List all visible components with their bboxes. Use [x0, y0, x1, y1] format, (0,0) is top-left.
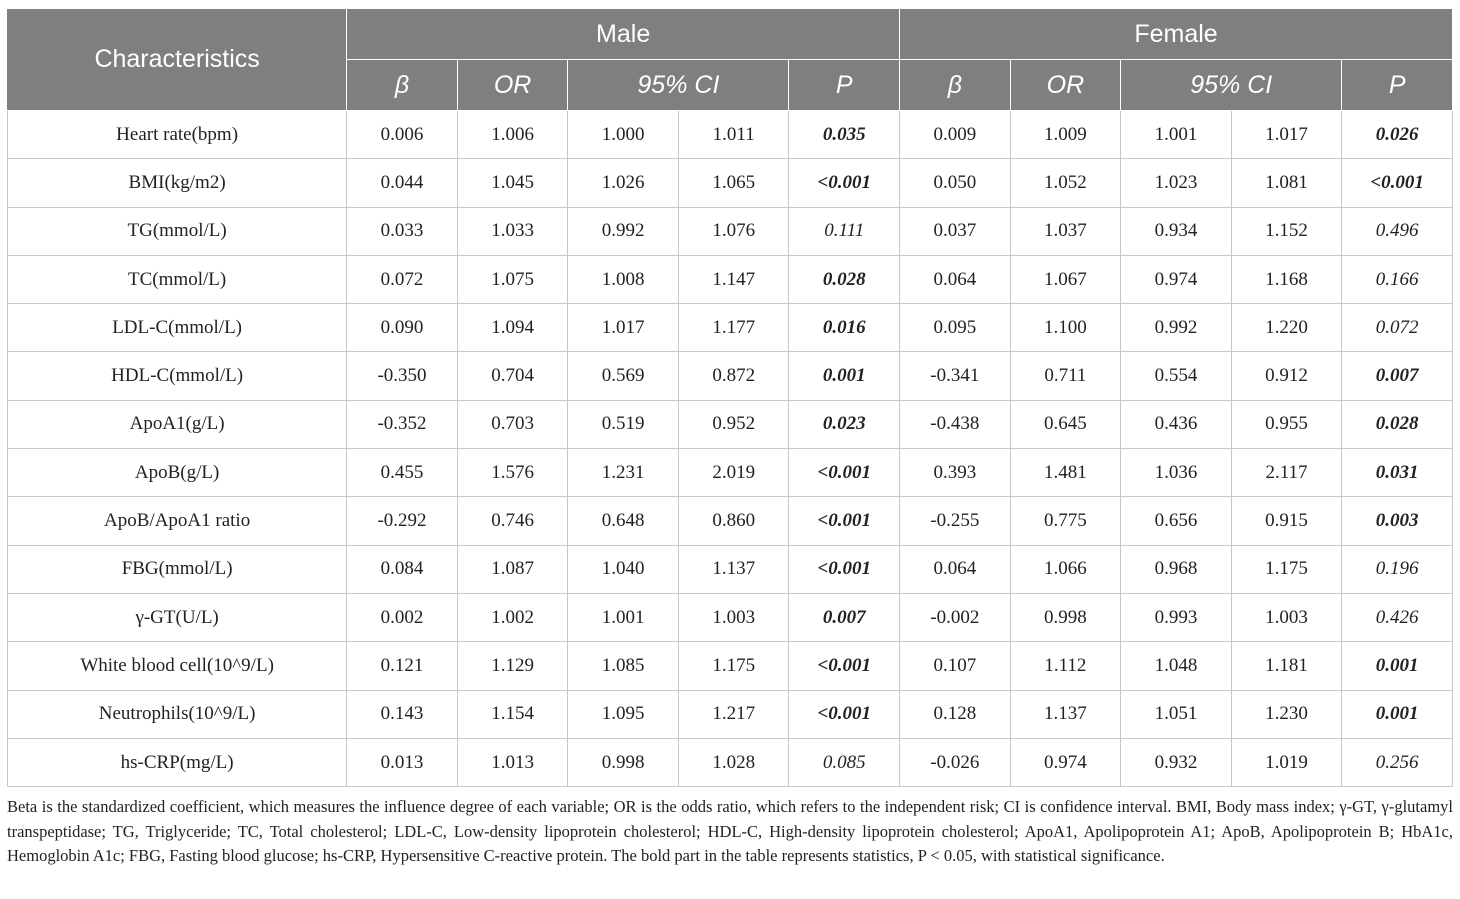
male-beta-cell: 0.072 [347, 255, 458, 303]
male-p-value-cell: 0.111 [789, 207, 900, 255]
female-or-cell: 0.645 [1010, 400, 1121, 448]
male-beta-cell: 0.044 [347, 159, 458, 207]
male-or-cell: 0.746 [457, 497, 568, 545]
table-container [7, 8, 1453, 869]
male-p-value-cell: 0.001 [789, 352, 900, 400]
male-beta-cell: 0.033 [347, 207, 458, 255]
male-ci-upper-cell: 1.147 [678, 255, 789, 303]
male-ci-upper-cell: 1.011 [678, 111, 789, 159]
female-beta-cell: -0.002 [900, 593, 1011, 641]
male-or-cell: 1.129 [457, 642, 568, 690]
header-female-p: P [1342, 60, 1453, 111]
female-ci-upper-cell: 2.117 [1231, 449, 1342, 497]
female-ci-upper-cell: 0.912 [1231, 352, 1342, 400]
male-ci-upper-cell: 0.952 [678, 400, 789, 448]
male-or-cell: 1.033 [457, 207, 568, 255]
female-p-value-cell: 0.001 [1342, 690, 1453, 738]
row-label: TG(mmol/L) [8, 207, 347, 255]
female-p-value-cell: 0.072 [1342, 304, 1453, 352]
header-male: Male [347, 9, 900, 60]
male-ci-lower-cell: 0.569 [568, 352, 679, 400]
female-ci-upper-cell: 0.915 [1231, 497, 1342, 545]
male-or-cell: 1.006 [457, 111, 568, 159]
male-beta-cell: -0.292 [347, 497, 458, 545]
female-ci-lower-cell: 1.036 [1121, 449, 1232, 497]
male-ci-upper-cell: 1.065 [678, 159, 789, 207]
header-male-or: OR [457, 60, 568, 111]
female-beta-cell: -0.255 [900, 497, 1011, 545]
male-or-cell: 1.075 [457, 255, 568, 303]
female-ci-upper-cell: 1.019 [1231, 738, 1342, 786]
female-ci-lower-cell: 1.001 [1121, 111, 1232, 159]
female-or-cell: 0.974 [1010, 738, 1121, 786]
male-p-value-cell: 0.028 [789, 255, 900, 303]
male-p-value-cell: 0.023 [789, 400, 900, 448]
male-ci-lower-cell: 1.095 [568, 690, 679, 738]
row-label: ApoB(g/L) [8, 449, 347, 497]
male-beta-cell: -0.352 [347, 400, 458, 448]
female-ci-lower-cell: 0.554 [1121, 352, 1232, 400]
female-or-cell: 1.009 [1010, 111, 1121, 159]
female-or-cell: 1.066 [1010, 545, 1121, 593]
female-ci-upper-cell: 1.175 [1231, 545, 1342, 593]
table-row [8, 545, 1453, 593]
female-ci-upper-cell: 1.017 [1231, 111, 1342, 159]
female-or-cell: 1.100 [1010, 304, 1121, 352]
male-beta-cell: 0.143 [347, 690, 458, 738]
male-ci-lower-cell: 1.000 [568, 111, 679, 159]
female-ci-upper-cell: 1.181 [1231, 642, 1342, 690]
row-label: White blood cell(10^9/L) [8, 642, 347, 690]
female-p-value-cell: 0.196 [1342, 545, 1453, 593]
table-row [8, 159, 1453, 207]
male-ci-lower-cell: 0.519 [568, 400, 679, 448]
female-ci-lower-cell: 1.023 [1121, 159, 1232, 207]
female-p-value-cell: 0.028 [1342, 400, 1453, 448]
table-row [8, 593, 1453, 641]
female-p-value-cell: 0.026 [1342, 111, 1453, 159]
female-p-value-cell: <0.001 [1342, 159, 1453, 207]
female-ci-lower-cell: 0.656 [1121, 497, 1232, 545]
male-or-cell: 0.704 [457, 352, 568, 400]
female-p-value-cell: 0.426 [1342, 593, 1453, 641]
female-p-value-cell: 0.031 [1342, 449, 1453, 497]
male-ci-upper-cell: 1.177 [678, 304, 789, 352]
male-ci-lower-cell: 0.992 [568, 207, 679, 255]
female-ci-lower-cell: 1.051 [1121, 690, 1232, 738]
header-female-or: OR [1010, 60, 1121, 111]
table-row [8, 400, 1453, 448]
female-ci-lower-cell: 0.968 [1121, 545, 1232, 593]
regression-table [7, 8, 1453, 787]
male-p-value-cell: 0.035 [789, 111, 900, 159]
male-ci-upper-cell: 0.860 [678, 497, 789, 545]
female-ci-upper-cell: 1.081 [1231, 159, 1342, 207]
table-row [8, 738, 1453, 786]
female-ci-lower-cell: 0.932 [1121, 738, 1232, 786]
male-ci-lower-cell: 1.085 [568, 642, 679, 690]
header-female-beta: β [900, 60, 1011, 111]
male-ci-lower-cell: 1.040 [568, 545, 679, 593]
header-male-ci: 95% CI [568, 60, 789, 111]
male-or-cell: 1.094 [457, 304, 568, 352]
male-p-value-cell: <0.001 [789, 497, 900, 545]
header-characteristics: Characteristics [8, 9, 347, 111]
female-beta-cell: -0.341 [900, 352, 1011, 400]
female-beta-cell: 0.107 [900, 642, 1011, 690]
male-ci-upper-cell: 1.217 [678, 690, 789, 738]
male-beta-cell: 0.002 [347, 593, 458, 641]
male-ci-upper-cell: 2.019 [678, 449, 789, 497]
male-p-value-cell: 0.016 [789, 304, 900, 352]
female-ci-upper-cell: 1.003 [1231, 593, 1342, 641]
table-row [8, 111, 1453, 159]
male-or-cell: 1.087 [457, 545, 568, 593]
table-header [8, 9, 1453, 111]
header-female: Female [900, 9, 1453, 60]
row-label: HDL-C(mmol/L) [8, 352, 347, 400]
table-body [8, 111, 1453, 787]
male-p-value-cell: <0.001 [789, 159, 900, 207]
female-ci-lower-cell: 0.934 [1121, 207, 1232, 255]
female-p-value-cell: 0.001 [1342, 642, 1453, 690]
male-or-cell: 1.045 [457, 159, 568, 207]
male-beta-cell: 0.013 [347, 738, 458, 786]
female-ci-upper-cell: 1.230 [1231, 690, 1342, 738]
table-row [8, 352, 1453, 400]
male-p-value-cell: <0.001 [789, 449, 900, 497]
table-row [8, 449, 1453, 497]
row-label: FBG(mmol/L) [8, 545, 347, 593]
table-row [8, 497, 1453, 545]
header-male-p: P [789, 60, 900, 111]
male-ci-upper-cell: 0.872 [678, 352, 789, 400]
row-label: ApoA1(g/L) [8, 400, 347, 448]
male-ci-upper-cell: 1.003 [678, 593, 789, 641]
male-ci-upper-cell: 1.175 [678, 642, 789, 690]
male-beta-cell: 0.455 [347, 449, 458, 497]
female-beta-cell: 0.095 [900, 304, 1011, 352]
female-p-value-cell: 0.003 [1342, 497, 1453, 545]
header-male-beta: β [347, 60, 458, 111]
male-ci-lower-cell: 1.008 [568, 255, 679, 303]
male-ci-lower-cell: 0.998 [568, 738, 679, 786]
male-p-value-cell: <0.001 [789, 690, 900, 738]
female-beta-cell: 0.050 [900, 159, 1011, 207]
row-label: Heart rate(bpm) [8, 111, 347, 159]
table-row [8, 255, 1453, 303]
male-beta-cell: 0.121 [347, 642, 458, 690]
female-or-cell: 1.037 [1010, 207, 1121, 255]
male-ci-lower-cell: 1.001 [568, 593, 679, 641]
male-p-value-cell: 0.085 [789, 738, 900, 786]
female-beta-cell: -0.438 [900, 400, 1011, 448]
male-beta-cell: 0.090 [347, 304, 458, 352]
female-beta-cell: -0.026 [900, 738, 1011, 786]
male-beta-cell: 0.084 [347, 545, 458, 593]
female-or-cell: 1.067 [1010, 255, 1121, 303]
female-beta-cell: 0.128 [900, 690, 1011, 738]
female-or-cell: 0.775 [1010, 497, 1121, 545]
female-or-cell: 1.112 [1010, 642, 1121, 690]
female-beta-cell: 0.393 [900, 449, 1011, 497]
female-ci-upper-cell: 1.168 [1231, 255, 1342, 303]
female-ci-lower-cell: 0.993 [1121, 593, 1232, 641]
male-p-value-cell: <0.001 [789, 642, 900, 690]
table-row [8, 690, 1453, 738]
male-or-cell: 1.154 [457, 690, 568, 738]
male-ci-upper-cell: 1.137 [678, 545, 789, 593]
table-footnote: Beta is the standardized coefficient, which measures the influence degree of each variable; OR is the odds ratio, which refers to the independent risk; CI is confidence interval. BMI, Body mass index; γ-GT, γ-glutamyl transpeptidase; TG, Triglyceride; TC, Total cholesterol; LDL-C, Low-density lipoprotein cholesterol; HDL-C, High-density lipoprotein cholesterol; ApoA1, Apolipoprotein A1; ApoB, Apolipoprotein B; HbA1c, Hemoglobin A1c; FBG, Fasting blood glucose; hs-CRP, Hypersensitive C-reactive protein. The bold part in the table represents statistics, P < 0.05, with statistical significance. [7, 797, 1453, 866]
female-beta-cell: 0.009 [900, 111, 1011, 159]
female-ci-lower-cell: 0.436 [1121, 400, 1232, 448]
male-beta-cell: -0.350 [347, 352, 458, 400]
female-or-cell: 1.481 [1010, 449, 1121, 497]
female-beta-cell: 0.064 [900, 545, 1011, 593]
male-p-value-cell: 0.007 [789, 593, 900, 641]
female-ci-lower-cell: 1.048 [1121, 642, 1232, 690]
female-or-cell: 0.711 [1010, 352, 1121, 400]
row-label: TC(mmol/L) [8, 255, 347, 303]
table-row [8, 642, 1453, 690]
male-ci-lower-cell: 0.648 [568, 497, 679, 545]
female-or-cell: 1.052 [1010, 159, 1121, 207]
male-or-cell: 1.576 [457, 449, 568, 497]
female-ci-lower-cell: 0.992 [1121, 304, 1232, 352]
female-ci-upper-cell: 1.220 [1231, 304, 1342, 352]
table-row [8, 207, 1453, 255]
female-beta-cell: 0.037 [900, 207, 1011, 255]
row-label: ApoB/ApoA1 ratio [8, 497, 347, 545]
female-beta-cell: 0.064 [900, 255, 1011, 303]
male-ci-upper-cell: 1.076 [678, 207, 789, 255]
row-label: LDL-C(mmol/L) [8, 304, 347, 352]
male-ci-upper-cell: 1.028 [678, 738, 789, 786]
female-ci-upper-cell: 0.955 [1231, 400, 1342, 448]
table-row [8, 304, 1453, 352]
male-ci-lower-cell: 1.017 [568, 304, 679, 352]
header-female-ci: 95% CI [1121, 60, 1342, 111]
row-label: γ-GT(U/L) [8, 593, 347, 641]
female-or-cell: 0.998 [1010, 593, 1121, 641]
male-p-value-cell: <0.001 [789, 545, 900, 593]
row-label: hs-CRP(mg/L) [8, 738, 347, 786]
female-p-value-cell: 0.007 [1342, 352, 1453, 400]
female-ci-lower-cell: 0.974 [1121, 255, 1232, 303]
male-or-cell: 0.703 [457, 400, 568, 448]
female-ci-upper-cell: 1.152 [1231, 207, 1342, 255]
female-p-value-cell: 0.256 [1342, 738, 1453, 786]
row-label: BMI(kg/m2) [8, 159, 347, 207]
female-p-value-cell: 0.166 [1342, 255, 1453, 303]
male-or-cell: 1.013 [457, 738, 568, 786]
female-or-cell: 1.137 [1010, 690, 1121, 738]
male-beta-cell: 0.006 [347, 111, 458, 159]
female-p-value-cell: 0.496 [1342, 207, 1453, 255]
male-ci-lower-cell: 1.231 [568, 449, 679, 497]
male-or-cell: 1.002 [457, 593, 568, 641]
male-ci-lower-cell: 1.026 [568, 159, 679, 207]
row-label: Neutrophils(10^9/L) [8, 690, 347, 738]
